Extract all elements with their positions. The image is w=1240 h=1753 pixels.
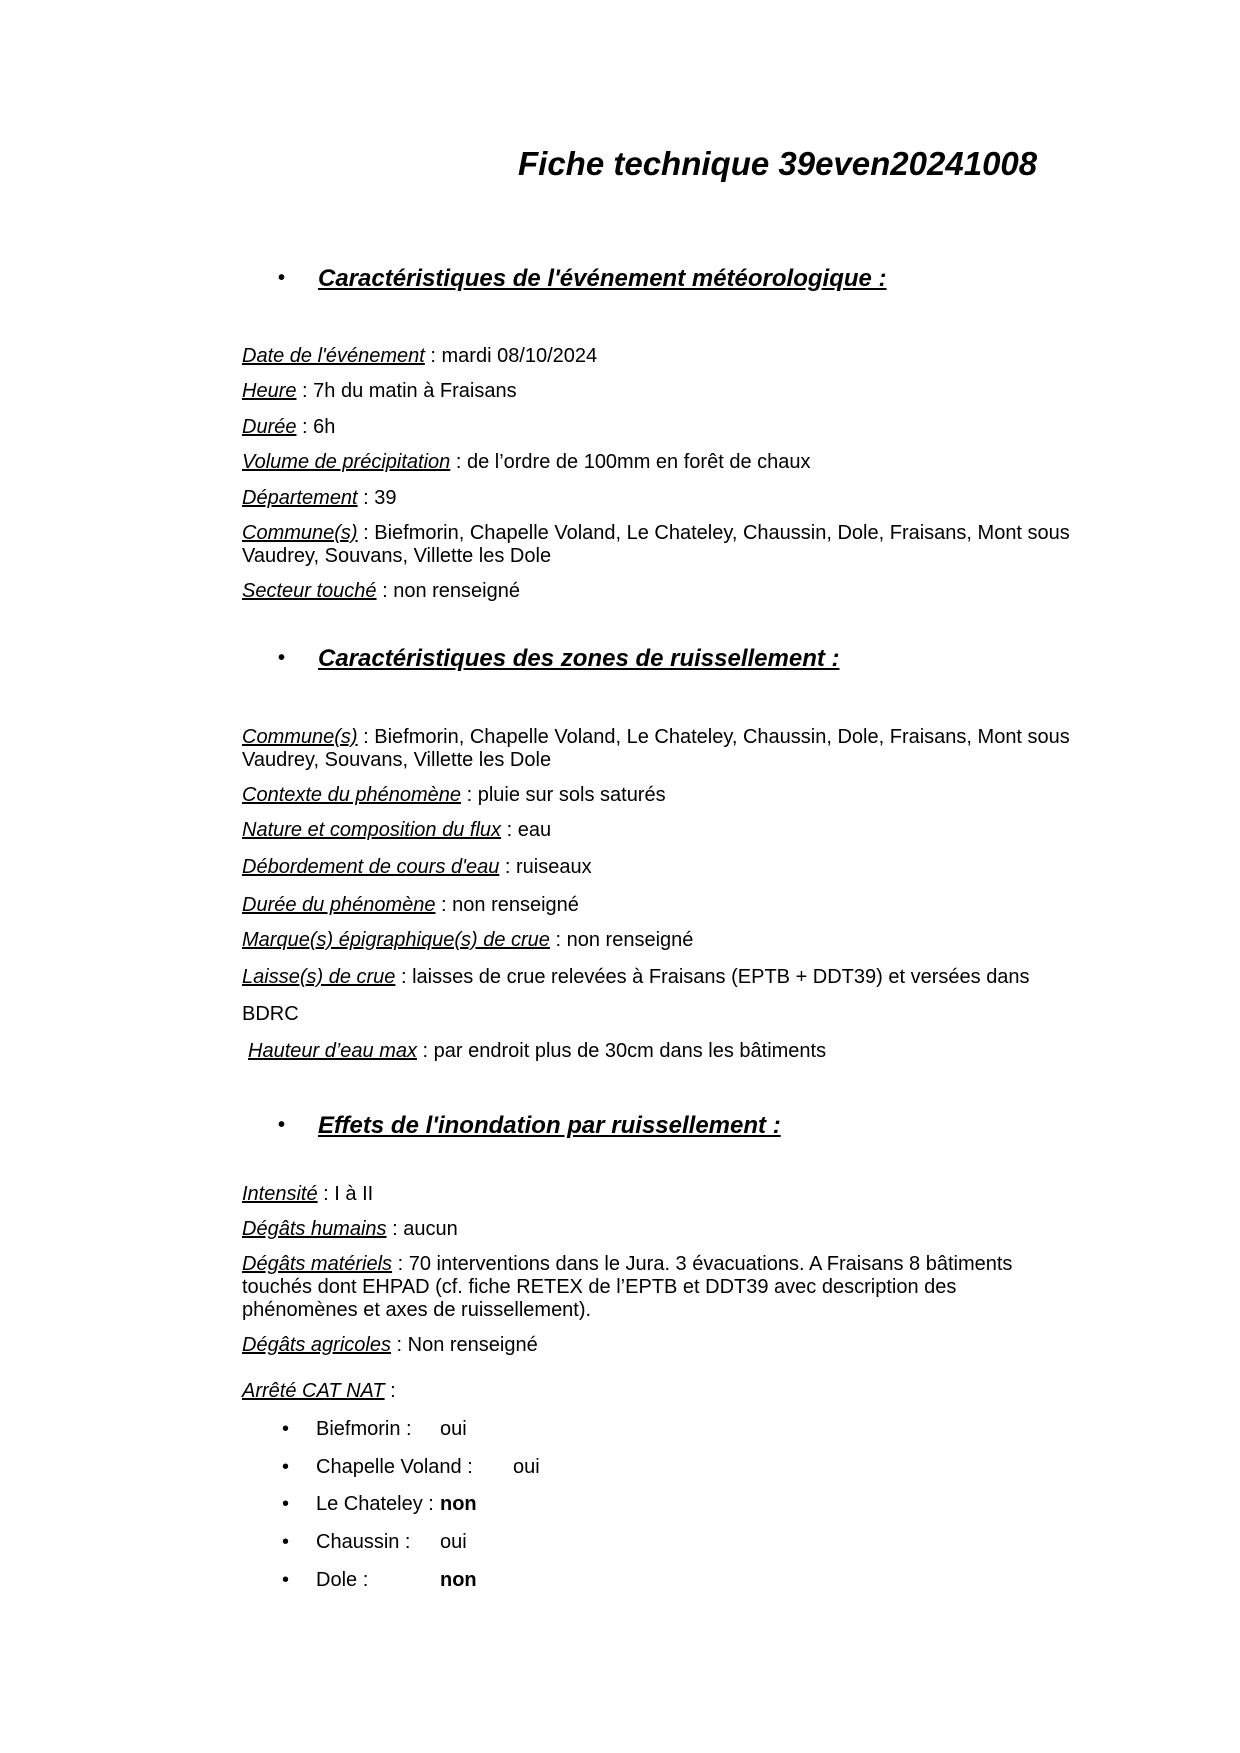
section-heading-text: Caractéristiques de l'événement météorologique : [318,265,887,292]
catnat-item [282,1493,477,1516]
section-heading-meteo [278,265,887,293]
field-humains [242,1218,1072,1241]
field-label: Dégâts humains [242,1218,387,1240]
bullet-icon: • [282,1418,290,1440]
catnat-commune: Dole : [316,1569,369,1591]
field-label: Commune(s) [242,522,358,544]
field-heure [242,380,1072,403]
field-laisses [242,966,1072,989]
catnat-value: non [440,1493,477,1515]
field-intensite [242,1183,1072,1206]
field-label: Laisse(s) de crue [242,966,396,988]
bullet-icon: • [282,1531,290,1553]
catnat-commune: Le Chateley : [316,1493,434,1515]
field-value: : [384,1380,396,1402]
field-label: Date de l'événement [242,345,425,367]
field-debordement [242,856,1072,879]
field-agricoles [242,1334,1072,1357]
catnat-value: non [440,1569,477,1591]
section-heading-effets [278,1112,781,1140]
field-label: Heure [242,380,297,402]
field-communes-ruissellement [242,726,1072,772]
field-value: : non renseigné [549,929,694,951]
field-label: Intensité [242,1183,318,1205]
field-label: Département [242,487,358,509]
field-value: : aucun [386,1218,458,1240]
field-value: : par endroit plus de 30cm dans les bâtiments [416,1040,827,1062]
field-label: Durée [242,416,297,438]
section-heading-text: Effets de l'inondation par ruissellement : [318,1112,781,1139]
field-contexte [242,784,1072,807]
field-marques [242,929,1072,952]
field-label: Contexte du phénomène [242,784,462,806]
field-value: : eau [501,819,552,841]
bullet-icon: • [278,647,286,669]
field-label: Arrêté CAT NAT [242,1380,385,1402]
catnat-value: oui [513,1456,540,1478]
section-heading-ruissellement [278,645,840,673]
field-label: Dégâts agricoles [242,1334,391,1356]
field-label: Volume de précipitation [242,451,451,473]
field-value: : Non renseigné [390,1334,538,1356]
field-value: : mardi 08/10/2024 [424,345,598,367]
field-value: : non renseigné [376,580,520,602]
bullet-icon: • [278,1114,286,1136]
catnat-commune: Biefmorin : [316,1418,412,1440]
catnat-item [282,1569,477,1592]
field-label: Commune(s) [242,726,358,748]
field-label: Durée du phénomène [242,894,436,916]
field-label: Hauteur d’eau max [248,1040,417,1062]
field-value: BDRC [242,1003,299,1025]
field-value: : 7h du matin à Fraisans [296,380,517,402]
field-value: : 6h [296,416,336,438]
field-value: : 39 [357,487,397,509]
section-heading-text: Caractéristiques des zones de ruissellement : [318,645,840,672]
field-date [242,345,1072,368]
bullet-icon: • [278,267,286,289]
catnat-item [282,1456,540,1479]
field-materiels [242,1253,1072,1322]
field-value: : pluie sur sols saturés [461,784,666,806]
field-duree [242,416,1072,439]
catnat-value: oui [440,1418,467,1440]
field-duree-phenomene [242,894,1072,917]
catnat-commune: Chapelle Voland : [316,1456,473,1478]
bullet-icon: • [282,1493,290,1515]
field-label: Nature et composition du flux [242,819,502,841]
field-volume [242,451,1072,474]
field-value: : 70 interventions dans le Jura. 3 évacuations. A Fraisans 8 bâtiments touchés dont EHPAD (cf. fiche RETEX de l’EPTB et DDT39 avec description des phénomènes et axes de ruissellement). [242,1253,1013,1321]
field-label: Dégâts matériels [242,1253,393,1275]
catnat-item [282,1418,467,1441]
field-label: Secteur touché [242,580,377,602]
field-value: : Biefmorin, Chapelle Voland, Le Chateley, Chaussin, Dole, Fraisans, Mont sous Vaudrey, Souvans, Villette les Dole [242,726,1070,771]
field-departement [242,487,1072,510]
field-value: : laisses de crue relevées à Fraisans (EPTB + DDT39) et versées dans [395,966,1030,988]
field-laisses-continued [242,1003,1072,1026]
field-value: : non renseigné [435,894,579,916]
field-nature [242,819,1072,842]
field-label: Débordement de cours d'eau [242,856,500,878]
field-catnat [242,1380,1072,1403]
catnat-value: oui [440,1531,467,1553]
field-value: : I à II [317,1183,374,1205]
bullet-icon: • [282,1569,290,1591]
field-label: Marque(s) épigraphique(s) de crue [242,929,550,951]
field-secteur [242,580,1072,603]
catnat-item [282,1531,467,1554]
field-hauteur [248,1040,1078,1063]
field-value: : ruiseaux [499,856,592,878]
catnat-commune: Chaussin : [316,1531,411,1553]
field-value: : Biefmorin, Chapelle Voland, Le Chateley, Chaussin, Dole, Fraisans, Mont sous Vaudrey, Souvans, Villette les Dole [242,522,1070,567]
bullet-icon: • [282,1456,290,1478]
document-title: Fiche technique 39even20241008 [518,145,1038,182]
field-value: : de l’ordre de 100mm en forêt de chaux [450,451,811,473]
field-communes [242,522,1072,568]
